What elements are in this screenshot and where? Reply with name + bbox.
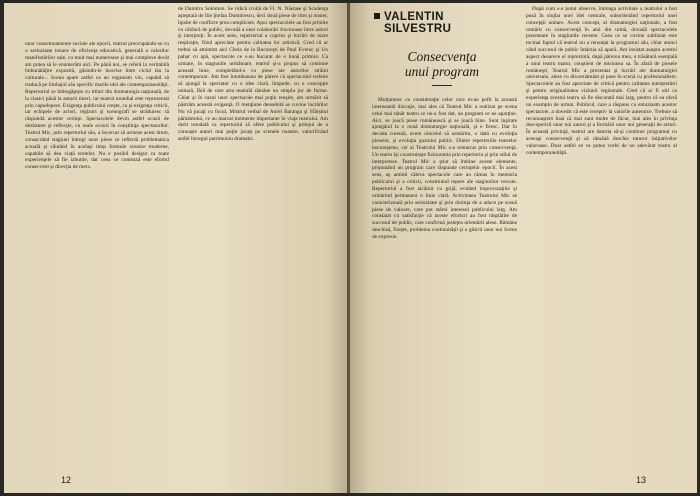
square-bullet-icon — [374, 13, 380, 19]
right-page-column-1 — [372, 97, 517, 475]
left-page — [4, 3, 348, 493]
page-number: 12 — [61, 475, 72, 485]
title-divider — [432, 85, 452, 86]
article-title — [372, 49, 512, 86]
left-column-2-text: de Dumitru Solomon. Se ridică croită de Fl. N. Năstase şi Scadenţa aşteptată de Ilie Ştefan Dumitrescu, deci două piese de ritm şi mister, lipsite de conflicte prea complicate. Apoi spectacolele au fost primite cu căldură de public, dovadă a unei colaborări fructuoase între autori şi interpreţi. În acest sens, repertoriul a cuprins şi lucrări de mare respiraţie, fiind apreciate pentru calitatea lor artistică. Cred că ar trebui să amintim aici Cheia de la Bucureşti de Paul Everac şi Un pahar cu apă, spectacole ce s-au bucurat de o bună primire. Ca urmare, în stagiunile următoare, teatrul şi-a propus să continue această linie, completând-o cu piese ale autorilor străini contemporani. Am fost întotdeauna de părere că spectacolul trebuie să ajungă la spectator cu o idee clară, limpede, cu o concepţie unitară, fără de care arta teatrală rămâne un simplu joc de forme. Chiar şi în cazul unor spectacole mai puţin reuşite, am urmărit să păstrăm această exigenţă. O menţiune deosebită se cuvine lucrărilor Nu vă jucaţi cu focul, Mistrul verbal de Aurel Baranga şi Sfârşitul pământului, ce au marcat momente importante în viaţa teatrului. Am dorit totodată ca repertoriul să ofere publicului şi prilejul de a cunoaşte autori mai puţin jucaţi pe scenele noastre, valorificând astfel întregul patrimoniu dramatic. — [178, 6, 328, 143]
right-column-2-text: După cum s-a putut observa, întreaga activitate a teatrului a fost pusă în slujba unei idei centrale, subordonând repertoriul unei concepţii unitare. Acest concept, al dramaturgiei naţionale, a fost urmărit cu consecvenţă în anii din urmă, dovadă spectacolele prezentate în stagiunile recente. Ceea ce se cuvine subliniat este tocmai faptul că teatrul nu a renunţat la programul său, chiar atunci când succesul de public întârzia să apară. Am insistat asupra acestui aspect deoarece el reprezintă, după părerea mea, o trăsătură esenţială a unui teatru matur, conştient de misiunea sa. În afară de piesele româneşti, Teatrul Mic a prezentat şi lucrări ale dramaturgiei universale, alese cu discernământ şi puse în scenă cu profesionalism. Spectacolele au fost apreciate de critică pentru calitatea interpretării şi pentru originalitatea viziunii regizorale. Cred că ar fi util ca experienţa acestui teatru să fie discutată mai larg, pentru că ea oferă un exemplu de urmat. Publicul, care a răspuns cu entuziasm acestor spectacole, a dovedit că este receptiv la valorile autentice. Trebuie să recunoaştem însă că mai sunt multe de făcut, mai ales în privinţa descoperirii unor noi autori şi a formării unor noi generaţii de actori. În această privinţă, teatrul are datoria să-şi continue programul cu aceeaşi consecvenţă şi să rămână deschis tuturor iniţiativelor valoroase. Doar astfel se va putea vorbi de un adevărat teatru al contemporaneităţii. — [526, 6, 677, 156]
left-column-1-text: unor consemnamente sociale ale epocii, teatrul preocupându-se cu o seriozitate tenace de eficienţa educativă, generală a valorilor manifestărilor sale, cu mult mai numeroase şi mai complexe decât am putea să le enumerăm aici. Pe până noi, se referă la veritabilă îmbunătăţire expozită, găsindu-le înscrise între ciclul tău la culturale... Scena apare astfel ca un organism viu, capabil să traducă pe limbajul său specific marile idei ale contemporaneităţii. Repertoriul se îmbogăţeşte cu titluri din dramaturgia naţională, de la clasici până la autorii tineri, iar teatrul mondial este reprezentat prin capodopere. Exigenţa publicului creşte, ca şi exigenţa criticii, iar echipele de actori, regizori şi scenografi se străduiesc să răspundă acestor cerinţe. Spectacolele devin astfel ocazii de dezbatere şi reflecţie, cu reale ecouri în conştiinţa spectatorilor. Teatrul Mic, prin repertoriul său, a încercat să urmeze acest drum, consacrând stagiuni întregi unor piese ce reflectă problematica actuală şi căutând în acelaşi timp formule scenice moderne, capabile să dea viaţă textelor. Nu e posibil desigur ca toate experienţele să fie izbutite, dar ceea ce contează este efortul consecvent şi direcţia de mers. — [25, 41, 169, 171]
author-last-name: SILVESTRU — [384, 23, 452, 35]
article-title-line-1: Consecvenţa — [407, 49, 477, 64]
magazine-spread — [4, 3, 697, 493]
right-page — [350, 3, 697, 493]
right-page-column-2 — [526, 6, 677, 474]
left-page-column-1 — [25, 41, 169, 475]
author-name — [374, 11, 504, 35]
left-page-column-2 — [178, 6, 328, 476]
author-first-name: VALENTIN — [384, 11, 444, 23]
article-title-line-2: unui program — [404, 64, 480, 79]
right-column-1-text: Mulţumesc cu consideraţie celor care m-au pofit la această interesantă discuţie, mai ales că Teatrul Mic a realizat pe scena celui mai tânăr teatru ce ne-a fost dat, un program ce ne aparţine. Aici, se joacă piese românească şi se joacă bine. Sunt înşirate ajungând la o nouă dramaturgie naţională, şi e firesc. Dar în decada curentă, avem obiceiul să urmărim, o dată cu evoluţia pieselor, şi evoluţia gustului public. Dintre repertoriile teatrelor bucureştene, cel al Teatrului Mic s-a remarcat prin consecvenţă. Un teatru îşi construieşte fizionomia prin repertoriu şi prin stilul de interpretare. Teatrul Mic a ştiut să îmbine aceste elemente, propunând un program care răspunde cerinţelor epocii. În acest sens, aş aminti câteva spectacole care au rămas în memoria publicului şi a criticii, constituind repere ale stagiunilor trecute. Repertoriul a fost alcătuit cu grijă, evitând improvizaţiile şi urmărind permanent o linie clară. Activitatea Teatrului Mic se caracterizează prin seriozitate şi prin dorinţa de a aduce pe scenă piese de valoare, care pot stârni interesul publicului larg. Am constatat cu satisfacţie că aceste eforturi au fost răsplătite de succesul de public, care confirmă justeţea orientării alese. Rămâne deschisă, fireşte, problema continuităţii şi a găsirii unor noi forme de expresie. — [372, 97, 517, 240]
page-number: 13 — [636, 475, 647, 485]
